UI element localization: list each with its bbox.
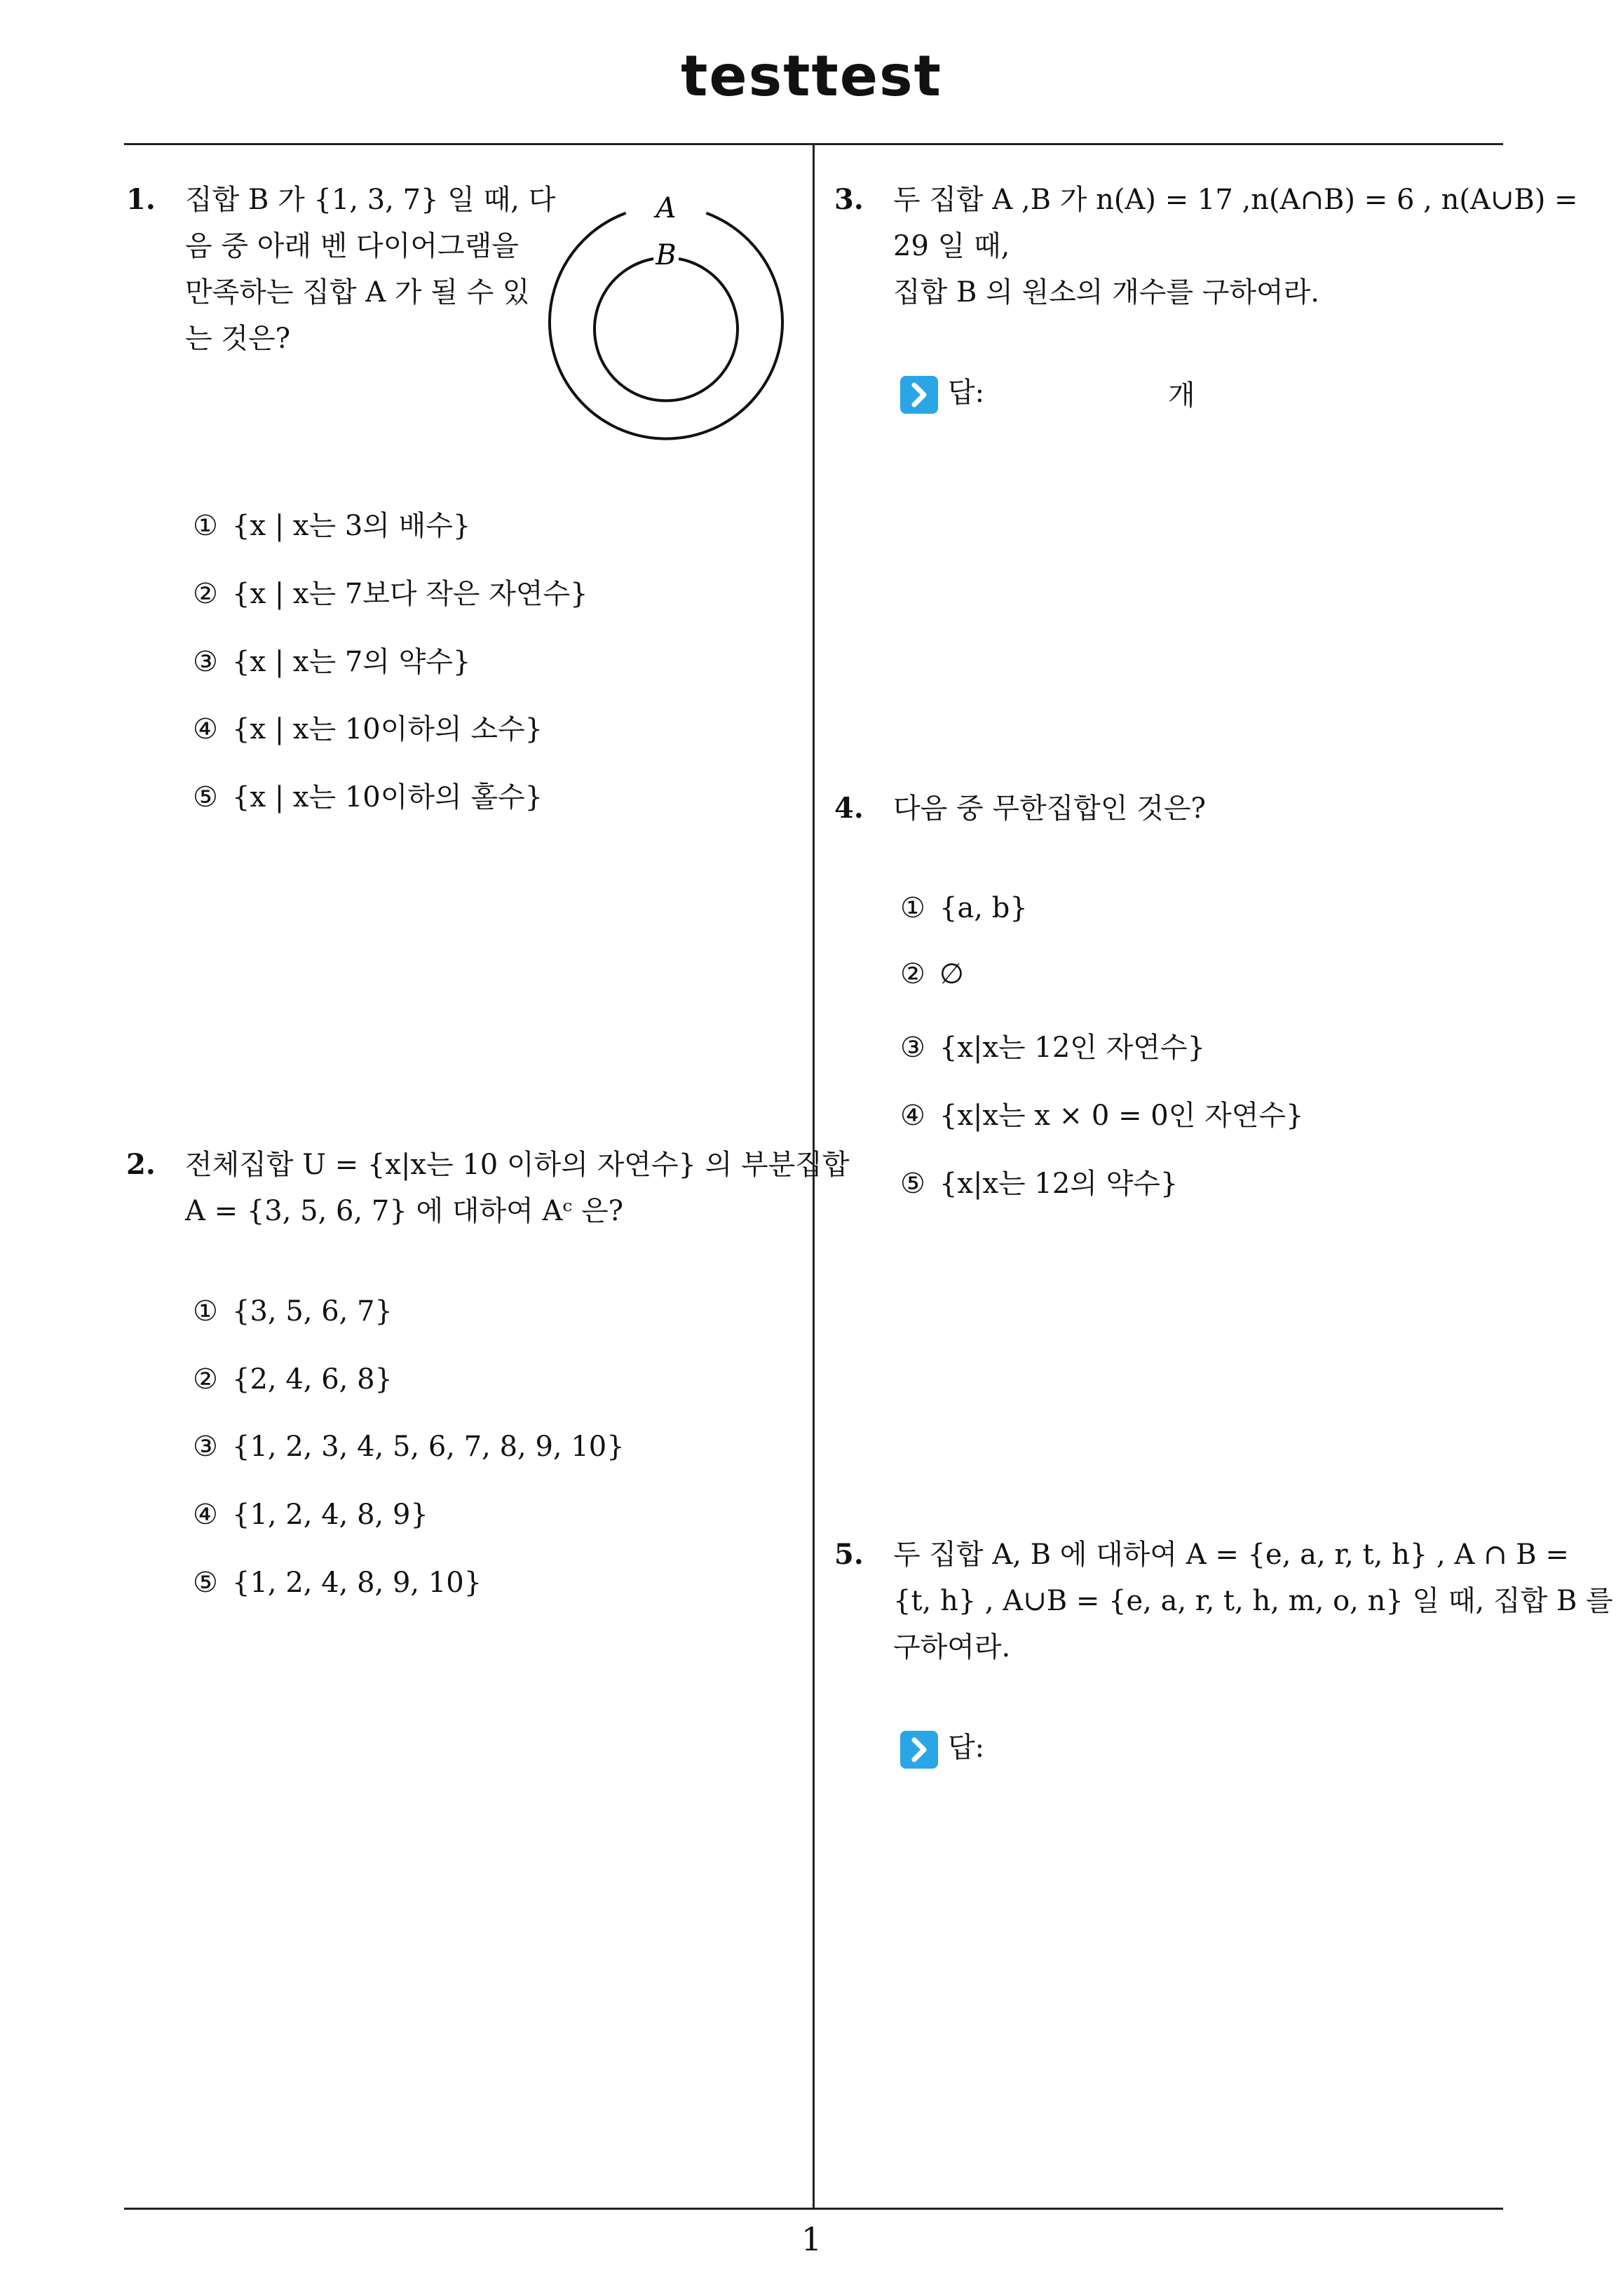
question-line: 만족하는 집합 A 가 될 수 있 <box>185 276 530 309</box>
bottom-rule <box>124 2208 1503 2210</box>
option-number: ② <box>193 578 218 610</box>
option-5[interactable] <box>193 1567 482 1599</box>
option-4[interactable] <box>900 1093 1303 1133</box>
question-line: A = {3, 5, 6, 7} 에 대하여 Aᶜ 은? <box>185 1195 624 1227</box>
option-5[interactable] <box>900 1161 1178 1201</box>
option-3[interactable] <box>193 640 470 680</box>
question-number: 3. <box>834 183 864 216</box>
option-text: ∅ <box>939 958 964 990</box>
option-number: ⑤ <box>900 1168 925 1200</box>
venn-inner-label: B <box>656 239 677 271</box>
question-text <box>893 177 1578 316</box>
option-number: ④ <box>193 713 218 745</box>
answer-label: 답: <box>948 1731 985 1764</box>
option-number: ① <box>193 1295 218 1328</box>
option-number: ④ <box>193 1499 218 1531</box>
answer-arrow-icon <box>900 1731 938 1769</box>
option-number: ② <box>193 1363 218 1396</box>
question-text <box>185 1142 850 1234</box>
option-3[interactable] <box>193 1431 625 1463</box>
question-2 <box>126 1142 850 1240</box>
option-1[interactable] <box>193 1295 393 1328</box>
question-line: 집합 B 가 {1, 3, 7} 일 때, 다 <box>185 184 556 216</box>
question-number: 2. <box>126 1148 156 1181</box>
venn-outer-label: A <box>656 192 677 224</box>
answer-arrow-icon <box>900 376 938 414</box>
option-text: {x|x는 12의 약수} <box>939 1168 1179 1200</box>
option-number: ② <box>900 958 925 990</box>
option-1[interactable] <box>900 892 1028 924</box>
venn-inner-circle <box>595 259 738 400</box>
answer-field[interactable] <box>900 370 984 414</box>
option-number: ① <box>900 892 925 924</box>
question-line: 두 집합 A ,B 가 n(A) = 17 ,n(A∩B) = 6 , n(A∪B) = <box>893 184 1578 216</box>
question-text <box>893 1532 1613 1670</box>
option-number: ③ <box>193 646 218 678</box>
option-number: ③ <box>900 1032 925 1064</box>
answer-label: 답: <box>948 377 985 409</box>
question-line: 집합 B 의 원소의 개수를 구하여라. <box>893 276 1320 309</box>
answer-unit: 개 <box>1168 379 1195 412</box>
option-4[interactable] <box>193 707 543 747</box>
question-line: 두 집합 A, B 에 대하여 A = {e, a, r, t, h} , A ∩ B = <box>893 1539 1569 1571</box>
question-line: 전체집합 U = {x|x는 10 이하의 자연수} 의 부분집합 <box>185 1149 850 1181</box>
option-text: {x | x는 10이하의 소수} <box>232 713 543 745</box>
question-line: 음 중 아래 벤 다이어그램을 <box>185 230 519 262</box>
option-number: ⑤ <box>193 1567 218 1599</box>
answer-field[interactable] <box>900 1725 984 1769</box>
question-4 <box>834 785 1507 842</box>
option-number: ⑤ <box>193 781 218 813</box>
venn-diagram <box>547 179 799 445</box>
option-2[interactable] <box>193 1363 393 1396</box>
option-text: {x | x는 3의 배수} <box>232 510 471 542</box>
question-line: 구하여라. <box>893 1631 1011 1663</box>
option-number: ④ <box>900 1100 925 1132</box>
question-number: 4. <box>834 792 864 825</box>
option-text: {a, b} <box>939 892 1028 924</box>
option-number: ③ <box>193 1431 218 1463</box>
option-text: {x | x는 7의 약수} <box>232 646 471 678</box>
question-line: 는 것은? <box>185 323 291 355</box>
option-text: {1, 2, 4, 8, 9, 10} <box>232 1567 482 1599</box>
question-number: 5. <box>834 1538 864 1571</box>
page-title: testtest <box>681 43 942 109</box>
option-text: {1, 2, 4, 8, 9} <box>232 1499 428 1531</box>
question-line: 29 일 때, <box>893 230 1010 262</box>
option-text: {x | x는 7보다 작은 자연수} <box>232 578 588 610</box>
option-3[interactable] <box>900 1025 1205 1065</box>
question-line: {t, h} , A∪B = {e, a, r, t, h, m, o, n} 일 때, 집합 B 를 <box>893 1585 1613 1617</box>
question-5 <box>834 1532 1613 1679</box>
question-text <box>893 785 1206 832</box>
option-text: {1, 2, 3, 4, 5, 6, 7, 8, 9, 10} <box>232 1431 625 1463</box>
option-1[interactable] <box>193 504 470 543</box>
option-text: {x|x는 x × 0 = 0인 자연수} <box>939 1100 1304 1132</box>
option-4[interactable] <box>193 1499 428 1531</box>
page-number: 1 <box>801 2220 822 2258</box>
question-3 <box>834 177 1578 324</box>
question-line: 다음 중 무한집합인 것은? <box>893 792 1206 825</box>
option-text: {2, 4, 6, 8} <box>232 1363 393 1396</box>
option-number: ① <box>193 510 218 542</box>
option-text: {x|x는 12인 자연수} <box>939 1032 1206 1064</box>
option-text: {x | x는 10이하의 홀수} <box>232 781 543 813</box>
option-2[interactable] <box>900 958 964 990</box>
option-text: {3, 5, 6, 7} <box>232 1295 393 1328</box>
question-text <box>185 177 555 362</box>
question-number: 1. <box>126 183 156 216</box>
option-2[interactable] <box>193 572 588 612</box>
option-5[interactable] <box>193 775 543 815</box>
